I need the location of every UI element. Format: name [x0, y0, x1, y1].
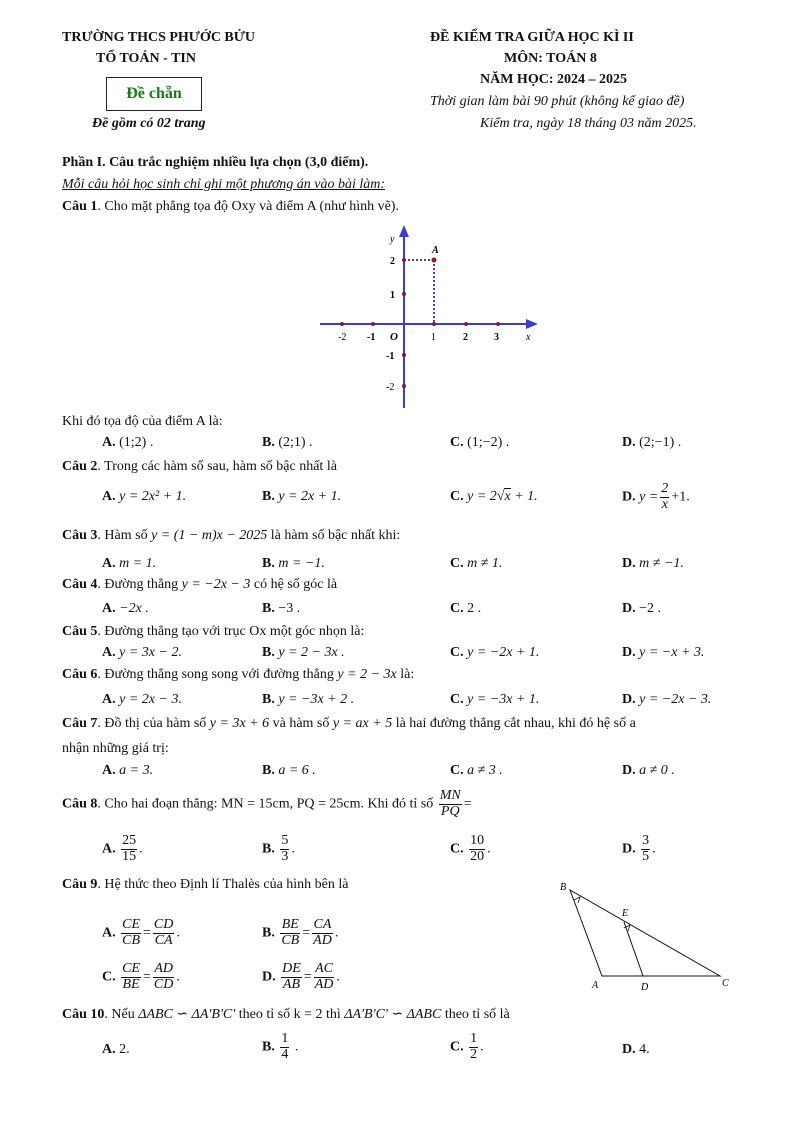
x-tick-label: -2: [338, 332, 347, 343]
q6-option-a: A. y = 2x − 3.: [102, 692, 182, 707]
pages-note: Đề gồm có 02 trang: [92, 116, 206, 131]
q8-option-d: D. $\frac{3}{5}$ .: [622, 833, 656, 864]
department: TỔ TOÁN - TIN: [96, 51, 196, 66]
q6-option-d: D. y = −2x − 3.: [622, 692, 712, 707]
x-axis-arrow: [526, 319, 538, 329]
school-name: TRƯỜNG THCS PHƯỚC BỬU: [62, 30, 256, 45]
q8-stem: Câu 8. Cho hai đoạn thẳng: MN = 15cm, PQ = 25cm. Khi đó tỉ số $\frac{MN}{PQ}$ =: [62, 788, 472, 819]
exam-subject: MÔN: TOÁN 8: [504, 51, 597, 66]
q10-option-d: D. 4.: [622, 1042, 650, 1057]
x-tick-point: [340, 322, 344, 326]
point-a-label: A: [432, 245, 439, 256]
exam-variant-badge: Đề chẵn: [106, 77, 202, 111]
y-axis-arrow: [399, 225, 409, 237]
q3-option-b: B. m = −1.: [262, 556, 325, 571]
q6-option-b: B. y = −3x + 2 .: [262, 692, 355, 707]
q4-option-a: A. −2x .: [102, 601, 149, 616]
q8-option-c: C. $\frac{10}{20}$ .: [450, 833, 491, 864]
q3-option-a: A. m = 1.: [102, 556, 157, 571]
y-tick-label: -2: [386, 382, 395, 393]
q2-option-c: C. y = 2√x + 1.: [450, 489, 538, 504]
q5-option-a: A. y = 3x − 2.: [102, 645, 182, 660]
vertex-a-label: A: [592, 980, 599, 991]
y-axis-label: y: [390, 234, 395, 245]
vertex-d-label: D: [641, 982, 649, 993]
x-tick-point: [464, 322, 468, 326]
q7-text2: nhận những giá trị:: [62, 741, 169, 756]
coordinate-graph: [310, 222, 550, 412]
q1-option-c: C. (1;−2) .: [450, 435, 510, 450]
q4-option-d: D. −2 .: [622, 601, 662, 616]
q1-option-a: A. (1;2) .: [102, 435, 154, 450]
exam-title: ĐỀ KIỂM TRA GIỮA HỌC KÌ II: [430, 30, 634, 45]
q5-stem: Câu 5. Đường thẳng tạo với trục Ox một góc nhọn là:: [62, 624, 365, 639]
q7-option-d: D. a ≠ 0 .: [622, 763, 675, 778]
q3-stem: Câu 3. Hàm số y = (1 − m)x − 2025 là hàm số bậc nhất khi:: [62, 528, 401, 543]
school-year: NĂM HỌC: 2024 – 2025: [480, 72, 627, 87]
q1-stem: [62, 199, 399, 215]
origin-label: O: [390, 331, 398, 343]
exam-time: Thời gian làm bài 90 phút (không kể giao đề): [430, 94, 685, 109]
x-tick-label: 1: [431, 332, 436, 343]
q2-option-d: D. y = $\frac{2}{x}$ +1.: [622, 481, 690, 512]
q4-option-b: B. −3 .: [262, 601, 301, 616]
q6-option-c: C. y = −3x + 1.: [450, 692, 540, 707]
q5-option-c: C. y = −2x + 1.: [450, 645, 540, 660]
q7-stem: Câu 7. Đồ thị của hàm số y = 3x + 6 và hàm số y = ax + 5 là hai đường thẳng cắt nhau, khi đó hệ số a: [62, 716, 636, 731]
q1-text2: Khi đó tọa độ của điểm A là:: [62, 414, 223, 429]
q10-option-c: C. $\frac{1}{2}$ .: [450, 1031, 484, 1062]
part1-title: Phần I. Câu trắc nghiệm nhiều lựa chọn (3,0 điểm).: [62, 155, 369, 170]
q8-option-b: B. $\frac{5}{3}$ .: [262, 833, 295, 864]
x-tick-point: [371, 322, 375, 326]
q7-option-a: A. a = 3.: [102, 763, 154, 778]
q7-option-b: B. a = 6 .: [262, 763, 316, 778]
q8-option-a: A. $\frac{25}{15}$ .: [102, 833, 143, 864]
part1-instruction: Mỗi câu hỏi học sinh chỉ ghi một phương án vào bài làm:: [62, 177, 386, 192]
thales-figure: [552, 878, 742, 996]
q1-label: Câu 1: [62, 199, 98, 214]
x-tick-label: -1: [367, 332, 376, 343]
q6-stem: Câu 6. Đường thẳng song song với đường thẳng y = 2 − 3x là:: [62, 667, 415, 682]
q5-option-d: D. y = −x + 3.: [622, 645, 705, 660]
y-tick-point: [402, 258, 406, 262]
q10-option-b: B. $\frac{1}{4}$ .: [262, 1031, 299, 1062]
q2-option-b: B. y = 2x + 1.: [262, 489, 342, 504]
y-tick-point: [402, 353, 406, 357]
x-axis-label: x: [526, 332, 531, 343]
q10-option-a: A. 2.: [102, 1042, 130, 1057]
q1-option-d: D. (2;−1) .: [622, 435, 682, 450]
y-tick-label: 1: [390, 290, 395, 301]
q9-option-d: D. $\frac{DE}{AB}$ = $\frac{AC}{AD}$ .: [262, 961, 340, 992]
q3-option-d: D. m ≠ −1.: [622, 556, 684, 571]
y-tick-point: [402, 292, 406, 296]
q7-option-c: C. a ≠ 3 .: [450, 763, 503, 778]
q1-option-b: B. (2;1) .: [262, 435, 313, 450]
y-tick-point: [402, 384, 406, 388]
q5-option-b: B. y = 2 − 3x .: [262, 645, 345, 660]
q1-text: . Cho mặt phẳng tọa độ Oxy và điểm A (như hình vẽ).: [97, 199, 399, 214]
q4-stem: Câu 4. Đường thẳng y = −2x − 3 có hệ số góc là: [62, 577, 338, 592]
q9-option-c: C. $\frac{CE}{BE}$ = $\frac{AD}{CD}$ .: [102, 961, 180, 992]
q2-stem: Câu 2. Trong các hàm số sau, hàm số bậc nhất là: [62, 459, 337, 474]
q3-option-c: C. m ≠ 1.: [450, 556, 503, 571]
vertex-c-label: C: [722, 978, 729, 989]
y-tick-label: -1: [386, 351, 395, 362]
point-a: [432, 258, 437, 263]
y-tick-label: 2: [390, 256, 395, 267]
x-tick-label: 3: [494, 332, 499, 343]
vertex-b-label: B: [560, 882, 567, 893]
q9-option-a: A. $\frac{CE}{CB}$ = $\frac{CD}{CA}$ .: [102, 917, 180, 948]
x-tick-point: [432, 322, 436, 326]
q10-stem: Câu 10. Nếu ΔABC ∽ ΔA'B'C' theo tỉ số k = 2 thì ΔA'B'C' ∽ ΔABC theo tỉ số là: [62, 1007, 510, 1022]
x-tick-point: [496, 322, 500, 326]
x-tick-label: 2: [463, 332, 468, 343]
q4-option-c: C. 2 .: [450, 601, 482, 616]
exam-date: Kiểm tra, ngày 18 tháng 03 năm 2025.: [480, 116, 697, 131]
q2-option-a: A. y = 2x² + 1.: [102, 489, 187, 504]
q9-stem: Câu 9. Hệ thức theo Định lí Thalès của hình bên là: [62, 877, 349, 892]
triangle-abc: [570, 890, 720, 976]
q9-option-b: B. $\frac{BE}{CB}$ = $\frac{CA}{AD}$ .: [262, 917, 339, 948]
vertex-e-label: E: [622, 908, 629, 919]
